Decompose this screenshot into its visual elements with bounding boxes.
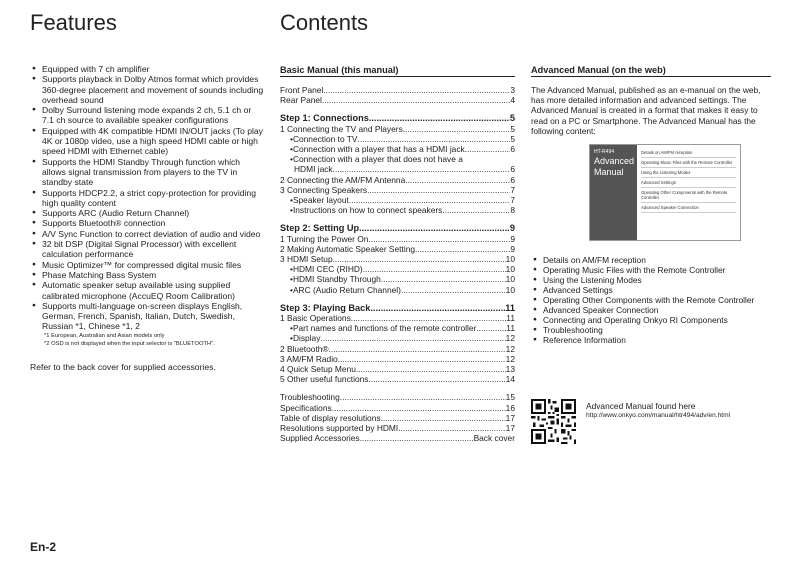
thumbnail-menu-item: Operating Music Files with the Remote Controller	[641, 158, 736, 168]
toc-entry[interactable]: Troubleshooting ..... 15	[280, 392, 515, 402]
toc-subentry[interactable]: • Instructions on how to connect speakers ..... 8	[280, 205, 515, 215]
toc-subentry[interactable]: • Part names and functions of the remote controller ..... 11	[280, 323, 515, 333]
thumbnail-menu-item: Operating Other Components with the Remote Controller	[641, 188, 736, 203]
toc	[280, 85, 515, 444]
feature-item: ● A/V Sync Function to correct deviation of audio and video	[30, 229, 265, 239]
advanced-item: ● Details on AM/FM reception	[531, 255, 771, 265]
thumbnail-title: Manual	[594, 167, 624, 178]
advanced-column	[531, 10, 771, 345]
basic-manual-header: Basic Manual (this manual)	[280, 65, 515, 77]
toc-entry[interactable]: 2 Bluetooth® ..... 12	[280, 344, 515, 354]
toc-entry[interactable]: 3 AM/FM Radio ..... 12	[280, 354, 515, 364]
toc-entry[interactable]: 1 Basic Operations ..... 11	[280, 313, 515, 323]
toc-entry[interactable]: 1 Connecting the TV and Players ..... 5	[280, 124, 515, 134]
toc-subentry[interactable]: • ARC (Audio Return Channel) ..... 10	[280, 285, 515, 295]
feature-item: ● Supports playback in Dolby Atmos format which provides 360-degree placement and movement of sounds including overhead sound	[30, 74, 265, 105]
toc-entry[interactable]: 3 HDMI Setup ..... 10	[280, 254, 515, 264]
toc-subentry[interactable]: • Display ..... 12	[280, 333, 515, 343]
thumbnail-menu-item: Advanced Speaker Connection	[641, 203, 736, 213]
feature-item: ● Supports multi-language on-screen displays English, German, French, Spanish, Italian, Dutch, Swedish, Russian *1, Chinese *1, 2	[30, 301, 265, 332]
advanced-contents-list	[531, 255, 771, 345]
feature-item: ● Equipped with 4K compatible HDMI IN/OUT jacks (To play 4K or 1080p video, use a high speed HDMI cable or high speed HDMI with Ethernet cable)	[30, 126, 265, 157]
toc-step-heading[interactable]: Step 3: Playing Back ..... 11	[280, 303, 515, 313]
thumbnail-cover	[590, 145, 637, 240]
toc-entry[interactable]: 2 Connecting the AM/FM Antenna ..... 6	[280, 175, 515, 185]
advanced-manual-url[interactable]: http://www.onkyo.com/manual/htr494/adv/en.html	[586, 412, 731, 419]
footnote: *1 European, Australian and Asian models only	[44, 332, 165, 339]
toc-entry[interactable]: 3 Connecting Speakers ..... 7	[280, 185, 515, 195]
thumbnail-menu-item: Using the Listening Modes	[641, 168, 736, 178]
toc-subentry[interactable]: • HDMI CEC (RIHD) ..... 10	[280, 264, 515, 274]
toc-step-heading[interactable]: Step 1: Connections ..... 5	[280, 113, 515, 123]
toc-entry[interactable]: Resolutions supported by HDMI ..... 17	[280, 423, 515, 433]
feature-item: ● Supports the HDMI Standby Through function which allows signal transmission from players to the TV in standby state	[30, 157, 265, 188]
advanced-item: ● Troubleshooting	[531, 325, 771, 335]
thumbnail-menu-item: Details on AM/FM reception	[641, 148, 736, 158]
qr-code-icon[interactable]	[531, 399, 576, 444]
feature-item: ● Equipped with 7 ch amplifier	[30, 64, 265, 74]
toc-subentry-line[interactable]: • Connection with a player that does not have a	[280, 154, 515, 164]
thumbnail-title: Advanced	[594, 156, 635, 167]
advanced-item: ● Advanced Settings	[531, 285, 771, 295]
advanced-item: ● Operating Music Files with the Remote Controller	[531, 265, 771, 275]
contents-column	[280, 10, 515, 444]
thumbnail-menu	[637, 145, 740, 240]
feature-item: ● Phase Matching Bass System	[30, 270, 265, 280]
feature-item: ● Supports Bluetooth® connection	[30, 218, 265, 228]
toc-subentry[interactable]: • HDMI Standby Through ..... 10	[280, 274, 515, 284]
toc-entry[interactable]: Rear Panel ..... 4	[280, 95, 515, 105]
advanced-description: The Advanced Manual, published as an e-manual on the web, has more detailed information and advanced settings. The Advanced Manual is created in a format that makes it easy to read on a PC or Smartphone. The Advanced Manual has the following content:	[531, 85, 761, 136]
toc-step-heading[interactable]: Step 2: Setting Up ..... 9	[280, 223, 515, 233]
advanced-manual-thumbnail	[589, 144, 741, 241]
toc-subentry[interactable]: • Connection to TV ..... 5	[280, 134, 515, 144]
toc-entry[interactable]: 2 Making Automatic Speaker Setting ..... 9	[280, 244, 515, 254]
feature-item: ● Automatic speaker setup available using supplied calibrated microphone (AccuEQ Room Calibration)	[30, 280, 265, 301]
contents-title: Contents	[280, 10, 369, 35]
thumbnail-model: HT-R494	[594, 149, 615, 156]
feature-item: ● Supports HDCP2.2, a strict copy-protection for providing high quality content	[30, 188, 265, 209]
toc-entry[interactable]: Front Panel ..... 3	[280, 85, 515, 95]
advanced-manual-found-label: Advanced Manual found here	[586, 401, 696, 411]
features-column	[30, 10, 265, 372]
advanced-item: ● Using the Listening Modes	[531, 275, 771, 285]
toc-entry[interactable]: 1 Turning the Power On ..... 9	[280, 234, 515, 244]
advanced-item: ● Operating Other Components with the Remote Controller	[531, 295, 771, 305]
thumbnail-menu-item: Advanced Settings	[641, 178, 736, 188]
toc-entry[interactable]: Specifications ..... 16	[280, 403, 515, 413]
page-number: En-2	[30, 540, 57, 554]
accessories-note: Refer to the back cover for supplied accessories.	[30, 361, 216, 372]
feature-item: ● 32 bit DSP (Digital Signal Processor) with excellent calculation performance	[30, 239, 265, 260]
feature-item: ● Supports ARC (Audio Return Channel)	[30, 208, 265, 218]
features-title: Features	[30, 10, 117, 35]
advanced-item: ● Reference Information	[531, 335, 771, 345]
footnote: *2 OSD is not displayed when the input selector is "BLUETOOTH".	[44, 340, 215, 347]
toc-subentry[interactable]: HDMI jack ..... 6	[280, 164, 515, 174]
features-list	[30, 64, 265, 332]
toc-subentry[interactable]: • Connection with a player that has a HDMI jack ..... 6	[280, 144, 515, 154]
toc-entry[interactable]: 5 Other useful functions ..... 14	[280, 374, 515, 384]
feature-item: ● Music Optimizer™ for compressed digital music files	[30, 260, 265, 270]
toc-entry[interactable]: 4 Quick Setup Menu ..... 13	[280, 364, 515, 374]
advanced-item: ● Connecting and Operating Onkyo RI Components	[531, 315, 771, 325]
feature-item: ● Dolby Surround listening mode expands 2 ch, 5.1 ch or 7.1 ch source to available speaker configurations	[30, 105, 265, 126]
toc-entry[interactable]: Supplied Accessories ..... Back cover	[280, 433, 515, 443]
advanced-manual-header: Advanced Manual (on the web)	[531, 65, 771, 77]
toc-entry[interactable]: Table of display resolutions ..... 17	[280, 413, 515, 423]
advanced-item: ● Advanced Speaker Connection	[531, 305, 771, 315]
toc-subentry[interactable]: • Speaker layout ..... 7	[280, 195, 515, 205]
